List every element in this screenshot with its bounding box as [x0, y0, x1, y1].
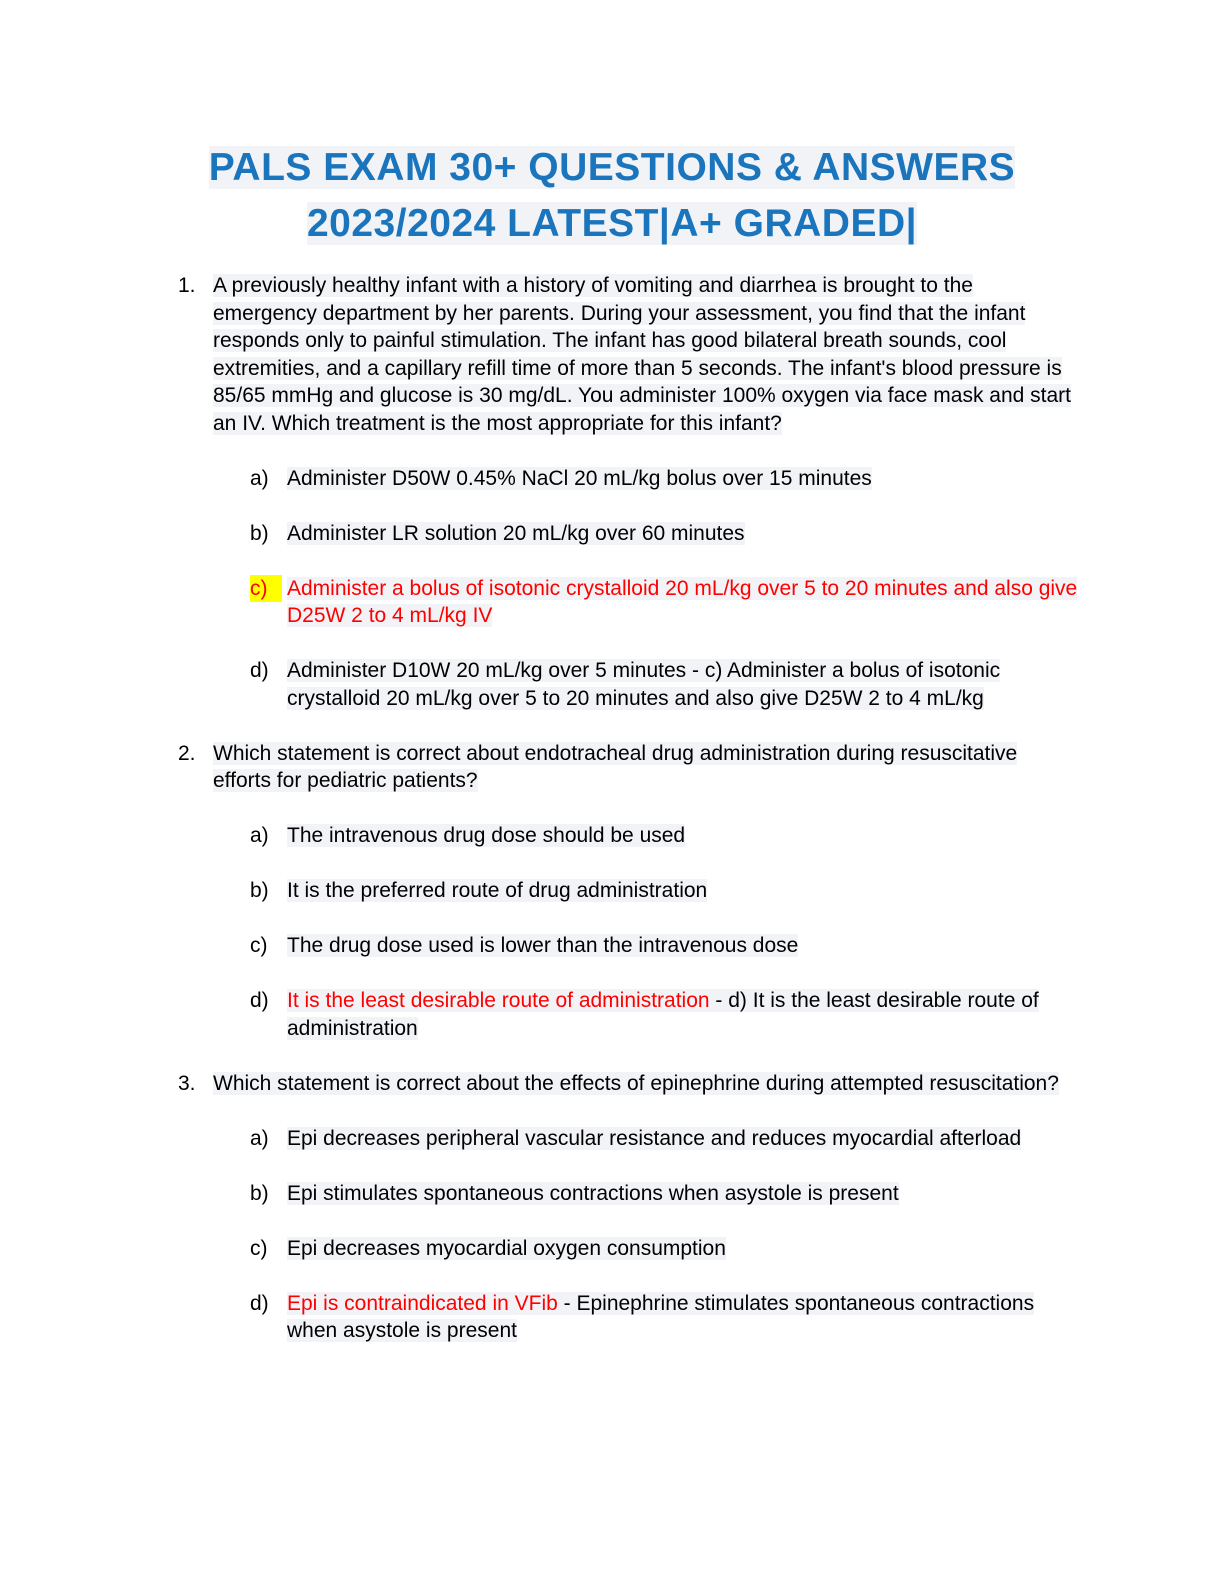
- question-3-option-b: [144, 1180, 1080, 1208]
- question-1-option-c-correct-answer: [144, 575, 1080, 630]
- option-marker: b): [250, 1181, 269, 1205]
- option-text: Administer D10W 20 mL/kg over 5 minutes - c) Administer a bolus of isotonic crystalloid 20 mL/kg over 5 to 20 minutes and also give D25W 2 to 4 mL/kg: [287, 659, 1001, 710]
- question-1-row: [144, 272, 1080, 437]
- question-2-row: [144, 740, 1080, 795]
- option-answer-text-red: It is the least desirable route of administration: [287, 989, 710, 1012]
- option-text: Epi decreases myocardial oxygen consumption: [287, 1236, 726, 1260]
- question-2-option-a: [144, 822, 1080, 850]
- question-3-option-c: [144, 1235, 1080, 1263]
- question-2-option-b: [144, 877, 1080, 905]
- question-text: Which statement is correct about the effects of epinephrine during attempted resuscitation?: [213, 1071, 1059, 1095]
- option-text: Administer a bolus of isotonic crystalloid 20 mL/kg over 5 to 20 minutes and also give D25W 2 to 4 mL/kg IV: [287, 576, 1078, 627]
- question-3-row: [144, 1070, 1080, 1098]
- question-1-option-d: [144, 657, 1080, 712]
- question-number: 3.: [178, 1071, 196, 1095]
- question-1-option-a: [144, 465, 1080, 493]
- question-2-option-c: [144, 932, 1080, 960]
- page-title: [144, 140, 1080, 252]
- question-2: [144, 740, 1080, 1043]
- option-marker-highlighted: c): [250, 575, 282, 603]
- option-text: Administer LR solution 20 mL/kg over 60 minutes: [287, 521, 745, 545]
- option-text: The drug dose used is lower than the intravenous dose: [287, 934, 799, 957]
- option-text: Epi decreases peripheral vascular resistance and reduces myocardial afterload: [287, 1126, 1022, 1150]
- option-marker: c): [250, 934, 268, 957]
- option-text: - Epinephrine stimulates spontaneous contractions when asystole is present: [287, 1291, 1035, 1342]
- page-title-line-1: PALS EXAM 30+ QUESTIONS & ANSWERS: [208, 146, 1016, 189]
- option-marker: a): [250, 466, 269, 490]
- option-marker: a): [250, 824, 269, 847]
- option-answer-text-red: Epi is contraindicated in VFib: [287, 1291, 558, 1315]
- option-marker: b): [250, 521, 269, 545]
- question-text: A previously healthy infant with a history of vomiting and diarrhea is brought to the emergency department by her parents. During your assessment, you find that the infant responds only to painful stimulation. The infant has good bilateral breath sounds, cool extremities, and a capillary refill time of more than 5 seconds. The infant's blood pressure is 85/65 mmHg and glucose is 30 mg/dL. You administer 100% oxygen via face mask and start an IV. Which treatment is the most appropriate for this infant?: [213, 274, 1071, 435]
- question-text: Which statement is correct about endotracheal drug administration during resuscitative efforts for pediatric patients?: [213, 741, 1018, 792]
- question-3-option-a: [144, 1125, 1080, 1153]
- option-text: - d) It is the least desirable route of administration: [287, 989, 1039, 1040]
- option-text: It is the preferred route of drug administration: [287, 879, 708, 902]
- question-1-option-b: [144, 520, 1080, 548]
- option-marker: c): [250, 1236, 268, 1260]
- option-marker: d): [250, 659, 269, 682]
- option-marker: b): [250, 879, 269, 902]
- question-number: 2.: [178, 741, 196, 765]
- option-marker: a): [250, 1126, 269, 1150]
- page-title-line-2: 2023/2024 LATEST|A+ GRADED|: [306, 202, 918, 245]
- question-1: [144, 272, 1080, 712]
- question-number: 1.: [178, 274, 196, 297]
- question-3: [144, 1070, 1080, 1345]
- option-text: The intravenous drug dose should be used: [287, 824, 686, 847]
- question-3-option-d-correct-answer: [144, 1290, 1080, 1345]
- option-text: Epi stimulates spontaneous contractions when asystole is present: [287, 1181, 899, 1205]
- question-2-option-d-correct-answer: [144, 987, 1080, 1042]
- option-marker: d): [250, 989, 269, 1012]
- option-text: Administer D50W 0.45% NaCl 20 mL/kg bolus over 15 minutes: [287, 466, 872, 490]
- option-marker: d): [250, 1291, 269, 1315]
